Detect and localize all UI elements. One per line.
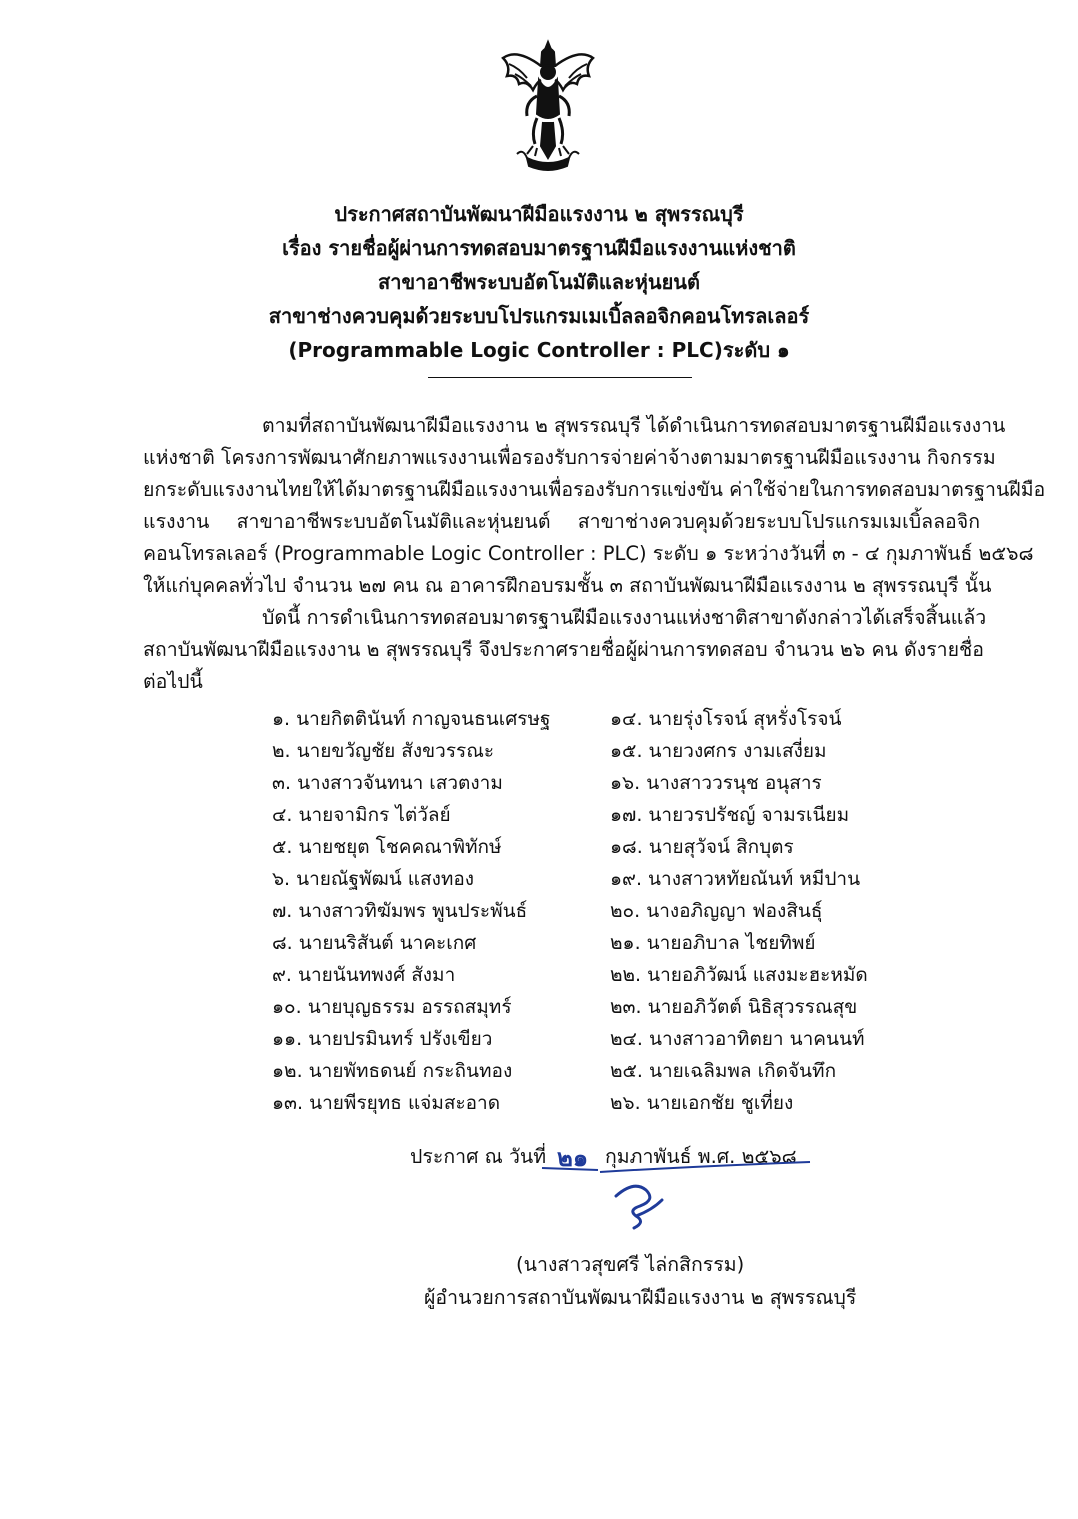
paragraph-1-line-5: คอนโทรลเลอร์ (Programmable Logic Controller : PLC) ระดับ ๑ ระหว่างวันที่ ๓ - ๔ กุมภาพันธ์ ๒๕๖๘ [143, 542, 1034, 565]
signatory-name: (นางสาวสุขศรี ไล่กสิกรรม) [516, 1253, 745, 1276]
list-item: ๘. นายนริสันต์ นาคะเกศ [272, 932, 477, 954]
paragraph-2-line-2: สถาบันพัฒนาฝีมือแรงงาน ๒ สุพรรณบุรี จึงประกาศรายชื่อผู้ผ่านการทดสอบ จำนวน ๒๖ คน ดังรายชื่อ [143, 638, 985, 661]
paragraph-1-line-6: ให้แก่บุคคลทั่วไป จำนวน ๒๗ คน ณ อาคารฝึกอบรมชั้น ๓ สถาบันพัฒนาฝีมือแรงงาน ๒ สุพรรณบุรี นั้น [143, 574, 992, 597]
heading-divider [428, 377, 692, 378]
occupation-field: สาขาอาชีพระบบอัตโนมัติและหุ่นยนต์ [378, 270, 700, 294]
handwritten-signature [606, 1176, 666, 1232]
list-item: ๒๔. นางสาวอาทิตยา นาคนนท์ [610, 1028, 865, 1050]
list-item: ๒๐. นางอภิญญา ฟองสินธุ์ [610, 900, 823, 922]
paragraph-2-line-1: บัดนี้ การดำเนินการทดสอบมาตรฐานฝีมือแรงงานแห่งชาติสาขาดังกล่าวได้เสร็จสิ้นแล้ว [262, 606, 987, 629]
list-item: ๒๑. นายอภิบาล ไชยทิพย์ [610, 932, 816, 954]
list-item: ๑๑. นายปรมินทร์ ปรังเขียว [272, 1028, 493, 1050]
subject-line: เรื่อง รายชื่อผู้ผ่านการทดสอบมาตรฐานฝีมือแรงงานแห่งชาติ [282, 236, 796, 260]
branch-name: สาขาช่างควบคุมด้วยระบบโปรแกรมเมเบิ้ลลอจิกคอนโทรลเลอร์ [268, 304, 810, 328]
list-item: ๒๖. นายเอกชัย ชูเที่ยง [610, 1092, 794, 1114]
list-item: ๓. นางสาวจันทนา เสวตงาม [272, 772, 503, 794]
list-item: ๒๕. นายเฉลิมพล เกิดจันทึก [610, 1060, 837, 1082]
list-item: ๑๔. นายรุ่งโรจน์ สุหรั่งโรจน์ [610, 708, 842, 730]
list-item: ๒๒. นายอภิวัฒน์ แสงมะฮะหมัด [610, 964, 868, 986]
date-underline-stroke [560, 1160, 820, 1180]
announce-date-suffix: กุมภาพันธ์ พ.ศ. ๒๕๖๘ [605, 1145, 797, 1168]
paragraph-1-line-4: แรงงาน สาขาอาชีพระบบอัตโนมัติและหุ่นยนต์ สาขาช่างควบคุมด้วยระบบโปรแกรมเมเบิ้ลลอจิก [143, 510, 980, 533]
list-item: ๙. นายนันทพงศ์ สังมา [272, 964, 456, 986]
list-item: ๔. นายจามิกร ไต่วัลย์ [272, 804, 451, 826]
garuda-emblem-icon [497, 36, 599, 176]
list-item: ๑๕. นายวงศกร งามเสงี่ยม [610, 740, 827, 762]
announce-date-day: ๒๑ [557, 1144, 589, 1172]
paragraph-2-line-3: ต่อไปนี้ [143, 670, 203, 693]
list-item: ๑๖. นางสาววรนุช อนุสาร [610, 772, 822, 794]
paragraph-1-line-3: ยกระดับแรงงานไทยให้ได้มาตรฐานฝีมือแรงงานเพื่อรองรับการแข่งขัน ค่าใช้จ่ายในการทดสอบมาตรฐานฝีมือ [143, 478, 1046, 501]
level-line: (Programmable Logic Controller : PLC)ระดับ ๑ [288, 338, 790, 362]
list-item: ๑๘. นายสุวัจน์ สิกบุตร [610, 836, 794, 858]
list-item: ๒๓. นายอภิวัตต์ นิธิสุวรรณสุข [610, 996, 858, 1018]
list-item: ๕. นายชยุต โชคคณาพิทักษ์ [272, 836, 502, 858]
list-item: ๒. นายขวัญชัย สังขวรรณะ [272, 740, 495, 762]
list-item: ๑. นายกิตตินันท์ กาญจนธนเศรษฐ [272, 708, 551, 730]
list-item: ๑๐. นายบุญธรรม อรรถสมุทร์ [272, 996, 512, 1018]
list-item: ๗. นางสาวทิฆัมพร พูนประพันธ์ [272, 900, 528, 922]
list-item: ๑๓. นายพีรยุทธ แจ่มสะอาด [272, 1092, 501, 1114]
list-item: ๑๗. นายวรปรัชญ์ จามรเนียม [610, 804, 850, 826]
announce-date-prefix: ประกาศ ณ วันที่ [410, 1145, 547, 1168]
list-item: ๖. นายณัฐพัฒน์ แสงทอง [272, 868, 475, 890]
list-item: ๑๒. นายพัทธดนย์ กระถินทอง [272, 1060, 513, 1082]
signatory-position: ผู้อำนวยการสถาบันพัฒนาฝีมือแรงงาน ๒ สุพรรณบุรี [424, 1286, 857, 1309]
paragraph-1-line-1: ตามที่สถาบันพัฒนาฝีมือแรงงาน ๒ สุพรรณบุรี ได้ดำเนินการทดสอบมาตรฐานฝีมือแรงงาน [262, 414, 1006, 437]
list-item: ๑๙. นางสาวหทัยณันท์ หมีปาน [610, 868, 861, 890]
announcement-title: ประกาศสถาบันพัฒนาฝีมือแรงงาน ๒ สุพรรณบุรี [334, 202, 744, 226]
paragraph-1-line-2: แห่งชาติ โครงการพัฒนาศักยภาพแรงงานเพื่อรองรับการจ่ายค่าจ้างตามมาตรฐานฝีมือแรงงาน กิจกรรม [143, 446, 996, 469]
